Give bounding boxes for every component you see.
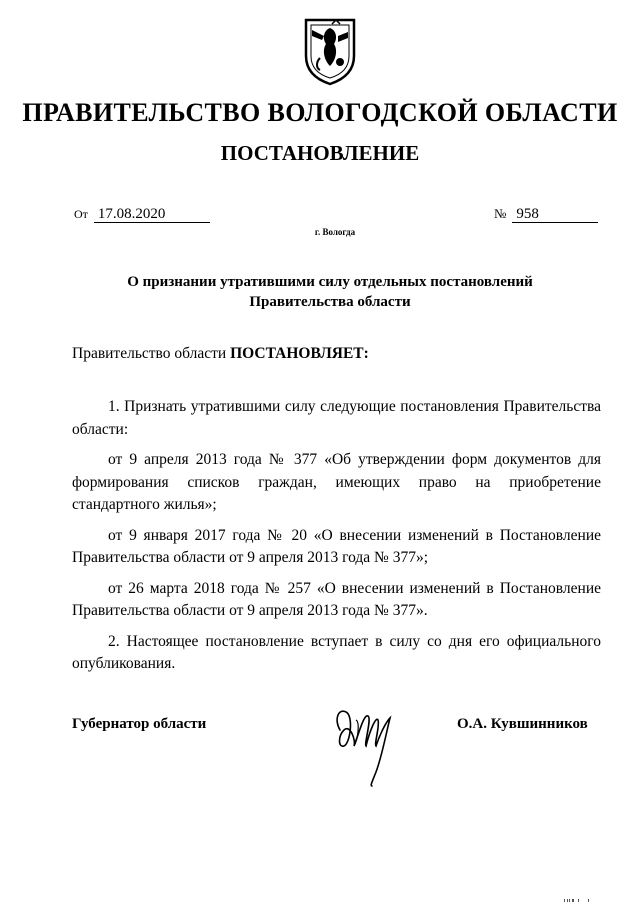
number-row xyxy=(494,206,598,223)
vologda-coat-of-arms-icon xyxy=(302,16,358,86)
decree-emphasis: ПОСТАНОВЛЯЕТ: xyxy=(230,345,369,362)
paragraph-5: 2. Настоящее постановление вступает в силу со дня его официального опубликования. xyxy=(72,632,601,672)
signatory-position: Губернатор области xyxy=(72,716,207,732)
document-type: ПОСТАНОВЛЕНИЕ xyxy=(220,141,420,165)
government-title: ПРАВИТЕЛЬСТВО ВОЛОГОДСКОЙ ОБЛАСТИ xyxy=(22,98,618,127)
decree-statement xyxy=(72,343,601,366)
signatory-name: О.А. Кувшинников xyxy=(457,716,588,732)
scan-mark-icon xyxy=(564,898,594,902)
paragraph-2: от 9 апреля 2013 года № 377 «Об утверждении форм документов для формирования списков граждан, имеющих право на приобретение стандартного жилья»; xyxy=(72,451,601,513)
decree-lead: Правительство области xyxy=(72,345,231,362)
paragraph-3: от 9 января 2017 года № 20 «О внесении изменений в Постановление Правительства области от 9 апреля 2013 года № 377»; xyxy=(72,526,601,566)
city-label: г. Вологда xyxy=(314,227,356,237)
number-value: 958 xyxy=(512,206,598,223)
date-row xyxy=(74,206,210,223)
document-subject xyxy=(60,272,600,312)
document-body xyxy=(72,396,601,676)
paragraph-1: 1. Признать утратившими силу следующие постановления Правительства области: xyxy=(72,398,601,438)
paragraph-4: от 26 марта 2018 года № 257 «О внесении изменений в Постановление Правительства области от 9 апреля 2013 года № 377». xyxy=(72,579,601,619)
date-label: От xyxy=(74,207,88,221)
number-label: № xyxy=(494,206,507,221)
date-value: 17.08.2020 xyxy=(94,206,210,223)
subject-line-1: О признании утратившими силу отдельных постановлений xyxy=(127,274,533,290)
handwritten-signature-icon xyxy=(330,700,400,788)
subject-line-2: Правительства области xyxy=(249,294,411,310)
